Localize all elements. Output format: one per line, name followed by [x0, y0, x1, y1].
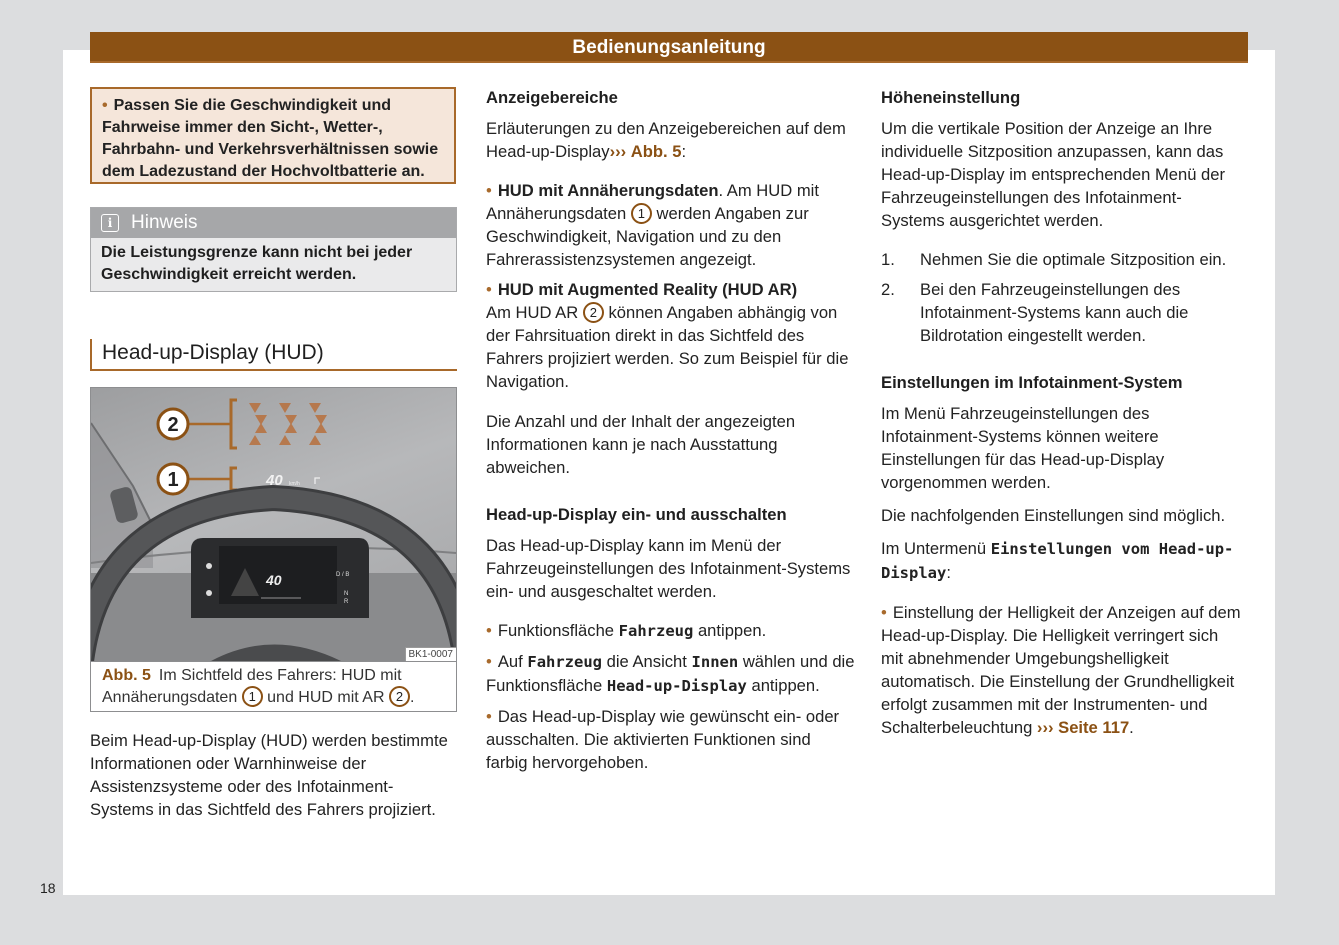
heading-ein-ausschalten: Head-up-Display ein- und ausschalten	[486, 505, 787, 524]
paragraph-ein-ausschalten: Das Head-up-Display kann im Menü der Fahrzeugeinstellungen des Infotainment-Systems ein- und ausgeschaltet werden.	[486, 536, 851, 601]
item-text: können Angaben abhängig von der Fahrsituation direkt in das Sichtfeld des Fahrers projiziert werden. So zum Beispiel für die Navigation.	[486, 303, 849, 391]
step-number: 1.	[881, 250, 895, 269]
bullet-icon	[102, 97, 114, 114]
svg-text:1: 1	[167, 469, 179, 491]
figure-code: BK1-0007	[405, 647, 456, 661]
bullet-icon	[881, 603, 893, 622]
warning-box	[90, 87, 456, 184]
bullet-icon	[486, 181, 498, 200]
heading-infotainment: Einstellungen im Infotainment-System	[881, 373, 1183, 392]
right-column	[881, 86, 1243, 739]
ui-term: Einstellungen vom Head-up-Display	[881, 540, 1234, 582]
hud-intro-paragraph: Beim Head-up-Display (HUD) werden bestimmte Informationen oder Warnhinweise der Assistenzsysteme oder des Infotainment-Systems in das Sichtfeld des Fahrers projiziert.	[90, 731, 448, 819]
list-item-hud-ar	[486, 278, 856, 393]
item-text: . Am HUD mit Annäherungsdaten	[486, 181, 819, 223]
bullet-icon	[486, 280, 498, 299]
section-title: Head-up-Display (HUD)	[90, 339, 457, 371]
bullet-icon	[486, 621, 498, 640]
svg-text:D / B: D / B	[336, 572, 350, 578]
note-box	[90, 207, 457, 292]
step-text: Nehmen Sie die optimale Sitzposition ein.	[920, 250, 1227, 269]
intro-paragraph	[486, 117, 856, 163]
callout-2-icon: 2	[389, 686, 410, 707]
svg-text:N: N	[344, 591, 349, 597]
intro-end: :	[681, 142, 687, 161]
paragraph-ausstattung: Die Anzahl und der Inhalt der angezeigten Informationen kann je nach Ausstattung abweichen.	[486, 412, 796, 477]
info-icon: i	[101, 214, 119, 232]
ui-term: Fahrzeug	[527, 653, 603, 671]
svg-text:R: R	[344, 599, 349, 605]
figure-caption	[91, 661, 456, 711]
callout-1-icon: 1	[242, 686, 263, 707]
paragraph-hoehe: Um die vertikale Position der Anzeige an Ihre individuelle Sitzposition anzupassen, kann das Head-up-Display im entsprechenden Menü der Fahrzeugeinstellungen des Infotainment-Systems ausgerichtet werden.	[881, 119, 1226, 230]
item-text: Einstellung der Helligkeit der Anzeigen auf dem Head-up-Display. Die Helligkeit verringert sich mit abnehmender Umgebungshelligkeit automatisch. Die Einstellung der Grundhelligkeit erfolgt zusammen mit der Instrumenten- und Schalterbeleuchtung	[881, 603, 1241, 737]
cockpit-illustration	[91, 388, 456, 661]
item-title: HUD mit Augmented Reality (HUD AR)	[497, 280, 798, 299]
paragraph-moeglich: Die nachfolgenden Einstellungen sind möglich.	[881, 506, 1226, 525]
step-text: Auf	[497, 652, 523, 671]
caption-end: .	[409, 689, 415, 706]
arrow-icon: ›››	[1036, 718, 1054, 737]
step-text: Bei den Fahrzeugeinstellungen des Infotainment-Systems kann auch die Bildrotation eingestellt werden.	[920, 280, 1189, 345]
step-text: antippen.	[751, 676, 820, 695]
ui-term: Innen	[691, 653, 739, 671]
step-text: Das Head-up-Display wie gewünscht ein- oder ausschalten. Die aktivierten Funktionen sind farbig hervorgehoben.	[486, 707, 840, 772]
step-number: 2.	[881, 280, 895, 299]
numbered-step-1	[881, 248, 1243, 271]
note-title: Hinweis	[131, 212, 198, 233]
middle-column	[486, 86, 856, 774]
arrow-icon: ›››	[609, 142, 627, 161]
numbered-step-2	[881, 278, 1243, 347]
intro-text: Erläuterungen zu den Anzeigebereichen auf dem Head-up-Display	[486, 119, 846, 161]
figure-hud	[90, 387, 457, 712]
hud-illustration	[91, 388, 456, 661]
svg-text:km/h: km/h	[289, 481, 300, 487]
step-text: antippen.	[697, 621, 767, 640]
para-end: :	[946, 563, 951, 582]
paragraph-untermenue	[881, 537, 1243, 585]
para-text: Im Untermenü	[881, 539, 987, 558]
note-header	[91, 208, 456, 238]
item-text: werden Angaben zur Geschwindigkeit, Navigation und zu den Fahrerassistenzsystemen angezeigt.	[486, 204, 809, 269]
list-item-helligkeit	[881, 601, 1243, 739]
step-toggle	[486, 705, 856, 774]
page-number: 18	[40, 880, 56, 896]
bullet-icon	[486, 652, 498, 671]
link-abb-5[interactable]: Abb. 5	[630, 142, 682, 161]
warning-text: Passen Sie die Geschwindigkeit und Fahrweise immer den Sicht-, Wetter-, Fahrbahn- und Verkehrsverhältnissen sowie dem Ladezustand der Hochvoltbatterie an.	[102, 97, 439, 180]
caption-text: und HUD mit AR	[267, 689, 385, 706]
step-text: Funktionsfläche	[497, 621, 615, 640]
heading-anzeigebereiche: Anzeigebereiche	[486, 88, 618, 107]
list-item-hud-annaeherung	[486, 179, 856, 271]
step-innen	[486, 650, 856, 698]
svg-text:2: 2	[167, 414, 179, 436]
heading-hoeheneinstellung: Höheneinstellung	[881, 88, 1021, 107]
paragraph-infotainment: Im Menü Fahrzeugeinstellungen des Infotainment-Systems können weitere Einstellungen für das Head-up-Display vorgenommen werden.	[881, 404, 1165, 492]
step-text: die Ansicht	[606, 652, 687, 671]
caption-text: Im Sichtfeld des Fahrers: HUD mit Annäherungsdaten	[102, 667, 402, 706]
figure-label: Abb. 5	[102, 667, 151, 684]
bullet-icon	[486, 707, 498, 726]
item-end: .	[1129, 718, 1134, 737]
note-text: Die Leistungsgrenze kann nicht bei jeder Geschwindigkeit erreicht werden.	[91, 238, 456, 291]
callout-2-icon: 2	[583, 302, 604, 323]
callout-1-icon: 1	[631, 203, 652, 224]
step-text: wählen und die Funktionsfläche	[486, 652, 855, 695]
item-text: Am HUD AR	[486, 303, 579, 322]
svg-text:40: 40	[266, 472, 283, 489]
ui-term: Head-up-Display	[606, 677, 747, 695]
step-fahrzeug	[486, 619, 856, 643]
link-seite-117[interactable]: Seite 117	[1058, 718, 1130, 737]
page-header: Bedienungsanleitung	[90, 32, 1248, 63]
svg-text:40: 40	[266, 572, 282, 588]
item-title: HUD mit Annäherungsdaten	[497, 181, 719, 200]
ui-term: Fahrzeug	[618, 622, 694, 640]
